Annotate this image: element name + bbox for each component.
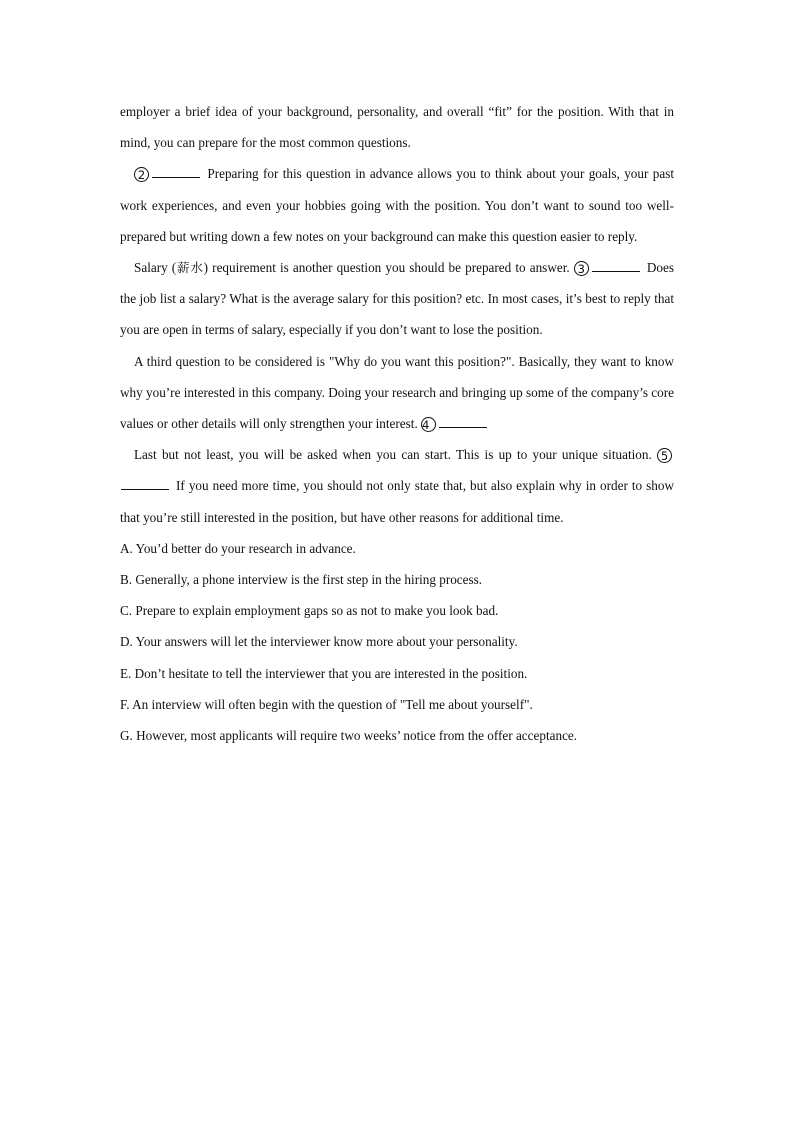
answer-blank-2[interactable]	[152, 164, 200, 178]
option-e: E. Don’t hesitate to tell the interviewer that you are interested in the position.	[120, 665, 528, 681]
paragraph-5-text-a: Last but not least, you will be asked when you can start. This is up to your unique situation.	[134, 447, 652, 463]
paragraph-3-text-c: Does the job list a salary? What is the average salary for this position? etc. In most cases, it’s best to reply that you are open in terms of salary, especially if you don’t want to lose the position.	[120, 260, 675, 338]
option-c: C. Prepare to explain employment gaps so as not to make you look bad.	[120, 603, 499, 619]
blank-number-5: 5	[657, 448, 672, 463]
paragraph-5	[120, 439, 674, 533]
salary-cjk-gloss: 薪水	[176, 260, 204, 276]
document-page	[120, 96, 674, 751]
paragraph-1	[120, 96, 674, 158]
blank-number-4: 4	[421, 417, 436, 432]
paragraph-1-text: employer a brief idea of your background, personality, and overall “fit” for the position. With that in mind, you can prepare for the most common questions.	[120, 104, 674, 151]
paragraph-5-text-b: If you need more time, you should not only state that, but also explain why in order to show that you’re still interested in the position, but have other reasons for additional time.	[120, 478, 674, 525]
option-d: D. Your answers will let the interviewer know more about your personality.	[120, 634, 518, 650]
paragraph-4	[120, 346, 674, 440]
answer-blank-4[interactable]	[439, 414, 487, 428]
paragraph-4-text: A third question to be considered is "Why do you want this position?". Basically, they want to know why you’re interested in this company. Doing your research and bringing up some of the company’s core values or other details will only strengthen your interest.	[120, 353, 674, 432]
answer-blank-5[interactable]	[121, 476, 169, 490]
option-a: A. You’d better do your research in advance.	[120, 540, 356, 556]
paragraph-2-text: Preparing for this question in advance allows you to think about your goals, your past work experiences, and even your hobbies going with the position. You don’t want to sound too well-prepared but writing down a few notes on your background can make this question easier to reply.	[120, 166, 674, 244]
blank-number-3: 3	[574, 261, 589, 276]
option-f: F. An interview will often begin with the question of "Tell me about yourself".	[120, 696, 533, 712]
paragraph-3	[120, 252, 674, 346]
paragraph-3-text-b: ) requirement is another question you should be prepared to answer.	[203, 260, 570, 276]
option-b: B. Generally, a phone interview is the first step in the hiring process.	[120, 572, 483, 588]
blank-number-2: 2	[134, 167, 149, 182]
paragraph-2	[120, 158, 674, 252]
options-list	[120, 533, 674, 751]
option-g: G. However, most applicants will require two weeks’ notice from the offer acceptance.	[120, 728, 578, 744]
answer-blank-3[interactable]	[592, 258, 640, 272]
paragraph-3-text-a: Salary (	[134, 260, 177, 276]
